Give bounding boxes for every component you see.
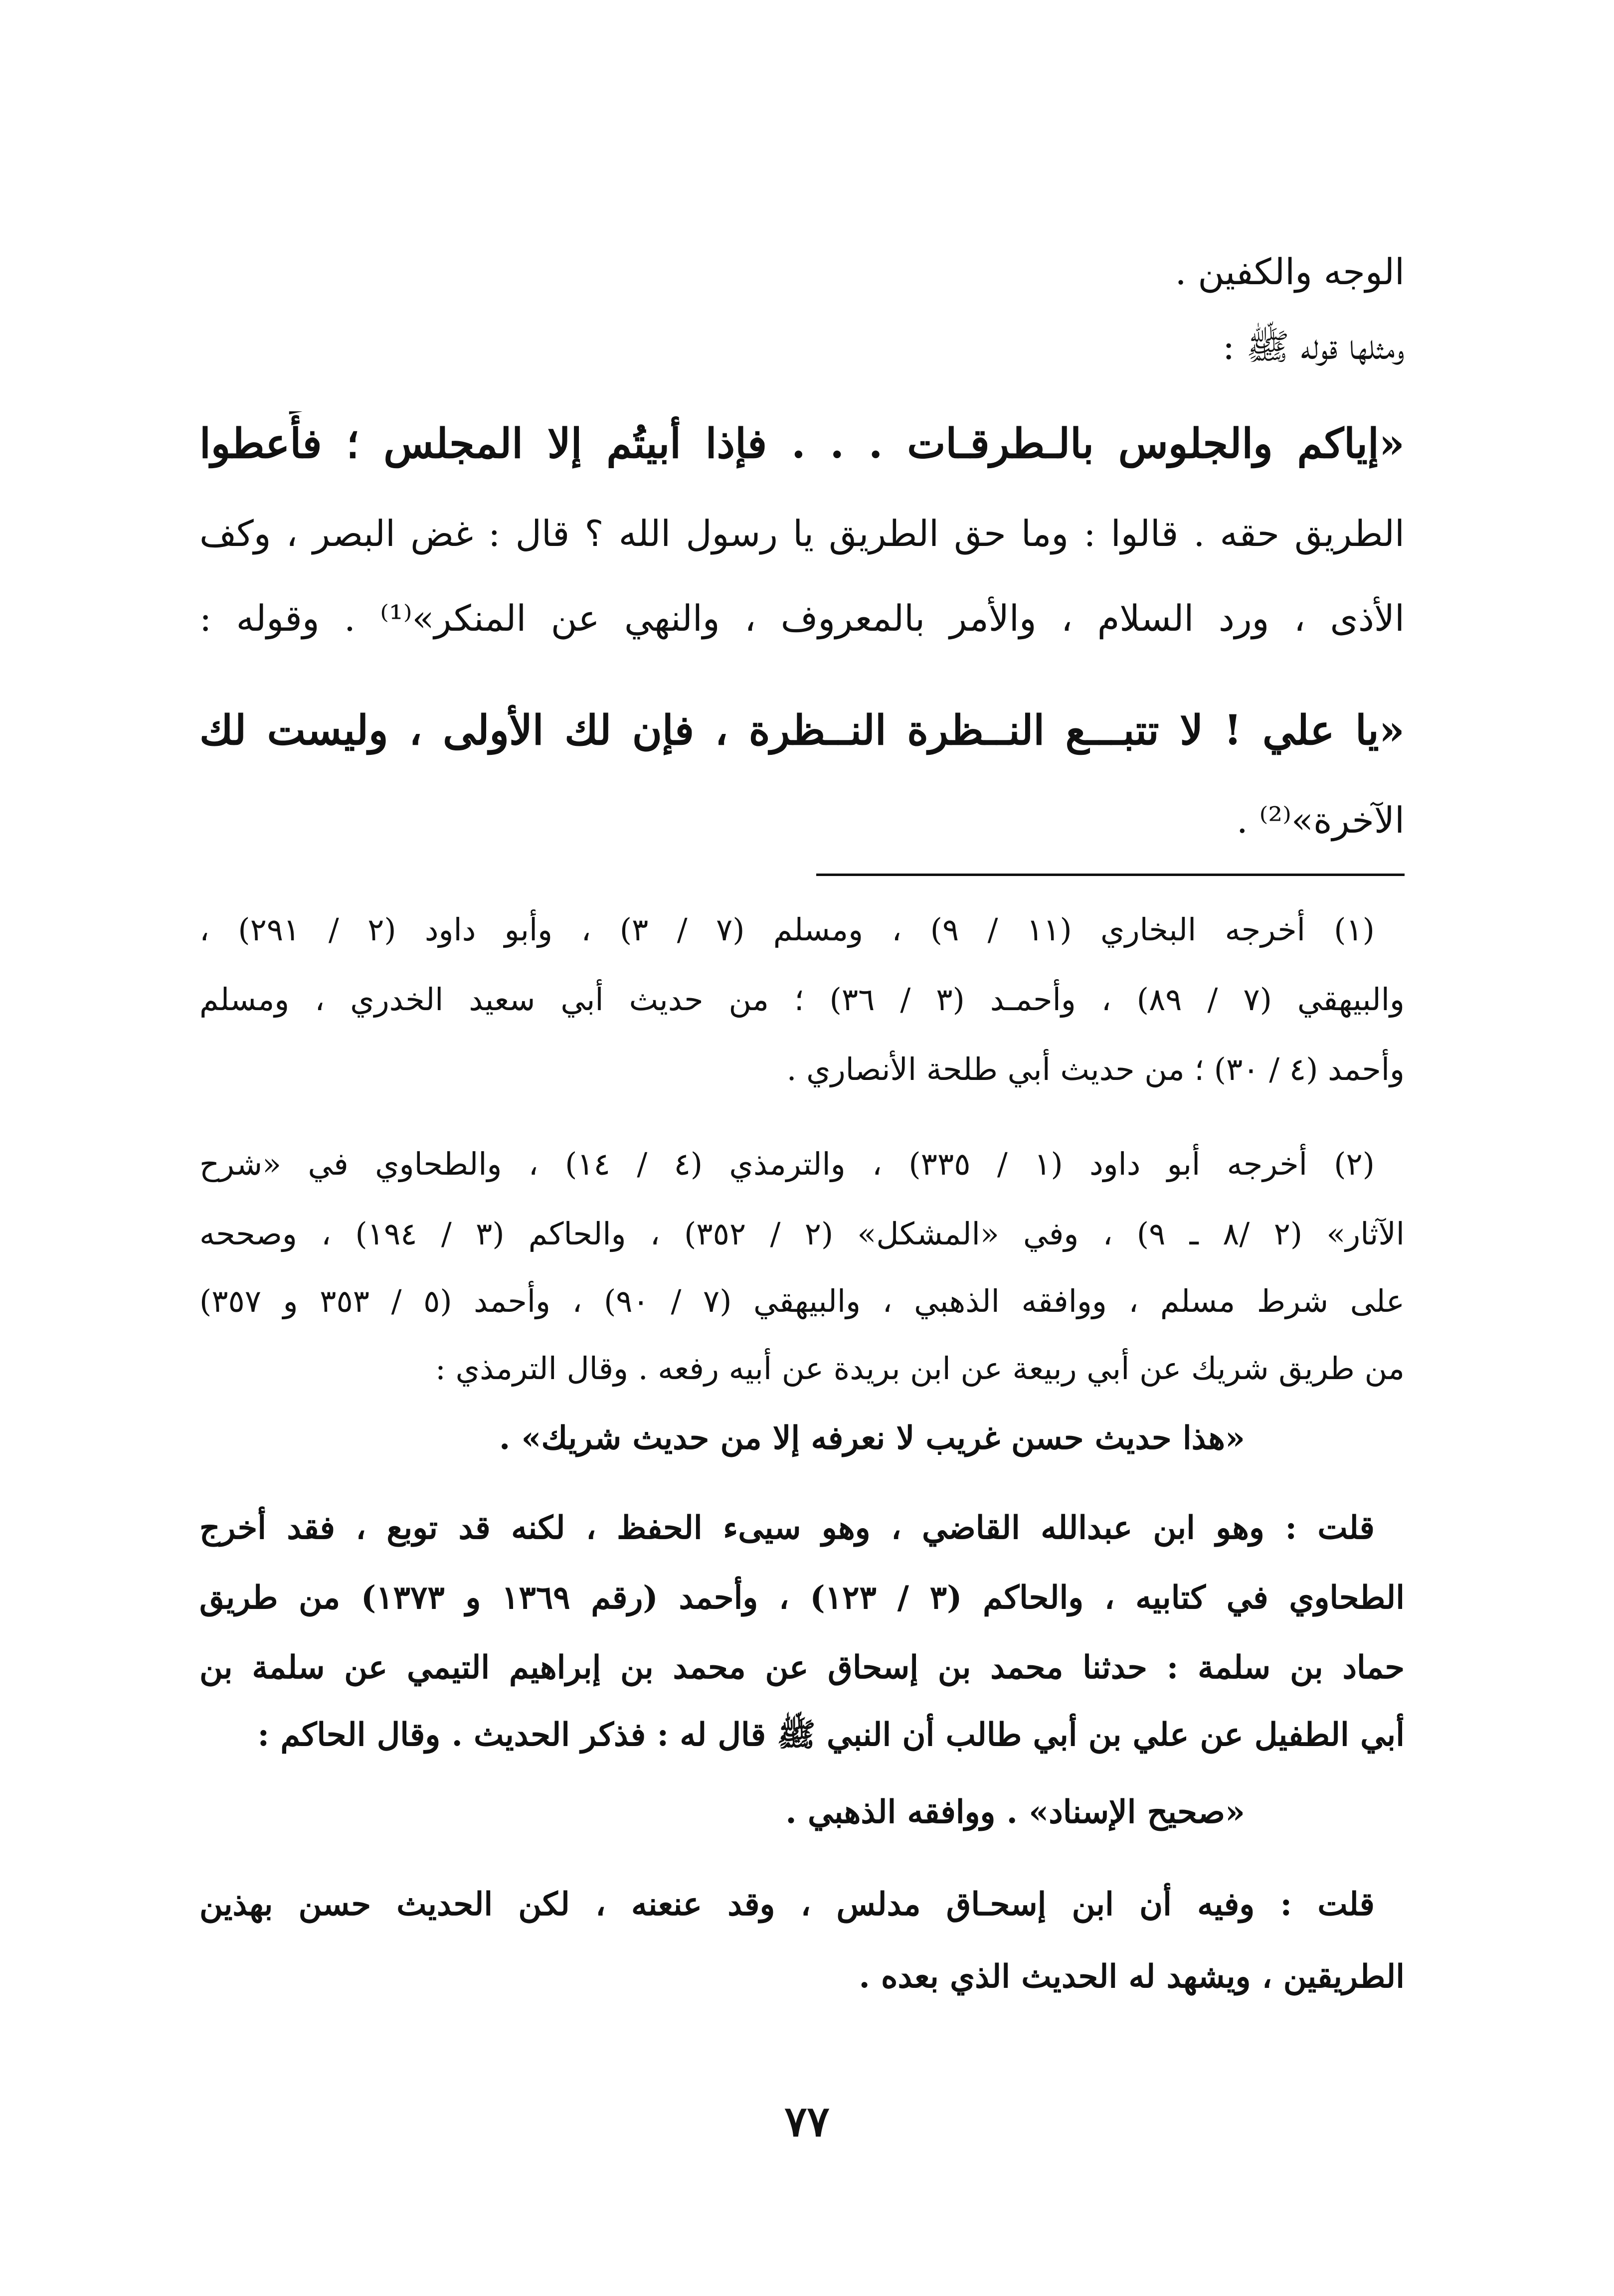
main-line-1: الوجه والكفين . [1175,251,1405,293]
footnote-2-line-10: قلت : وفيه أن ابن إسحـاق مدلس ، وقد عنعنه ، لكن الحديث حسن بهذين [199,1886,1375,1923]
page-number: ٧٧ [784,2097,830,2146]
footnote-2-line-6: الطحاوي في كتابيه ، والحاكم (٣ / ١٢٣) ، وأحمد (رقم ١٣٦٩ و ١٣٧٣) من طريق [199,1579,1405,1616]
main-line-4: الطريق حقه . قالوا : وما حق الطريق يا رسول الله ؟ قال : غض البصر ، وكف [199,513,1405,554]
main-line-5: الأذى ، ورد السلام ، والأمر بالمعروف ، والنهي عن المنكر»⁽¹⁾ . وقوله : [199,597,1405,639]
main-line-6: «يا علي ! لا تتبـــع النــظرة النــظرة ، فإن لك الأولى ، وليست لك [199,706,1405,754]
footnote-2-line-3: على شرط مسلم ، ووافقه الذهبي ، والبيهقي (٧ / ٩٠) ، وأحمد (٥ / ٣٥٣ و ٣٥٧) [199,1283,1405,1319]
footnote-2-line-9: «صحيح الإسناد» . ووافقه الذهبي . [785,1793,1245,1831]
footnote-separator [816,874,1405,876]
footnote-2-quote: «هذا حديث حسن غريب لا نعرفه إلا من حديث شريك» . [499,1419,1245,1457]
main-line-3: «إياكم والجلوس بالـطرقـات . . . فإذا أبيتُم إلا المجلس ؛ فأَعطوا [199,420,1405,468]
footnote-2-line-7: حماد بن سلمة : حدثنا محمد بن إسحاق عن محمد بن إبراهيم التيمي عن سلمة بن [199,1649,1405,1686]
footnote-2-line-1: (٢) أخرجه أبو داود (١ / ٣٣٥) ، والترمذي (٤ / ١٤) ، والطحاوي في «شرح [199,1146,1375,1182]
footnote-1-line-3: وأحمد (٤ / ٣٠) ؛ من حديث أبي طلحة الأنصاري . [786,1051,1405,1087]
footnote-2-line-5: قلت : وهو ابن عبدالله القاضي ، وهو سيىء الحفظ ، لكنه قد توبع ، فقد أخرج [199,1509,1375,1547]
footnote-2-line-11: الطريقين ، ويشهد له الحديث الذي بعده . [859,1958,1405,1995]
footnote-1-line-2: والبيهقي (٧ / ٨٩) ، وأحمـد (٣ / ٣٦) ؛ من حديث أبي سعيد الخدري ، ومسلم [199,981,1405,1018]
footnote-1-line-1: (١) أخرجه البخاري (١١ / ٩) ، ومسلم (٧ / ٣) ، وأبو داود (٢ / ٢٩١) ، [199,911,1375,948]
footnote-2-line-8: أبي الطفيل عن علي بن أبي طالب أن النبي ﷺ قال له : فذكر الحديث . وقال الحاكم : [257,1716,1405,1754]
main-line-2: ومثلها قوله ﷺ : [1223,326,1405,367]
main-line-7: الآخرة»⁽²⁾ . [1236,799,1405,841]
footnote-2-line-2: الآثار» (٢ /٨ ـ ٩) ، وفي «المشكل» (٢ / ٣٥٢) ، والحاكم (٣ / ١٩٤) ، وصححه [199,1216,1405,1252]
footnote-2-line-4: من طريق شريك عن أبي ربيعة عن ابن بريدة عن أبيه رفعه . وقال الترمذي : [435,1350,1405,1387]
